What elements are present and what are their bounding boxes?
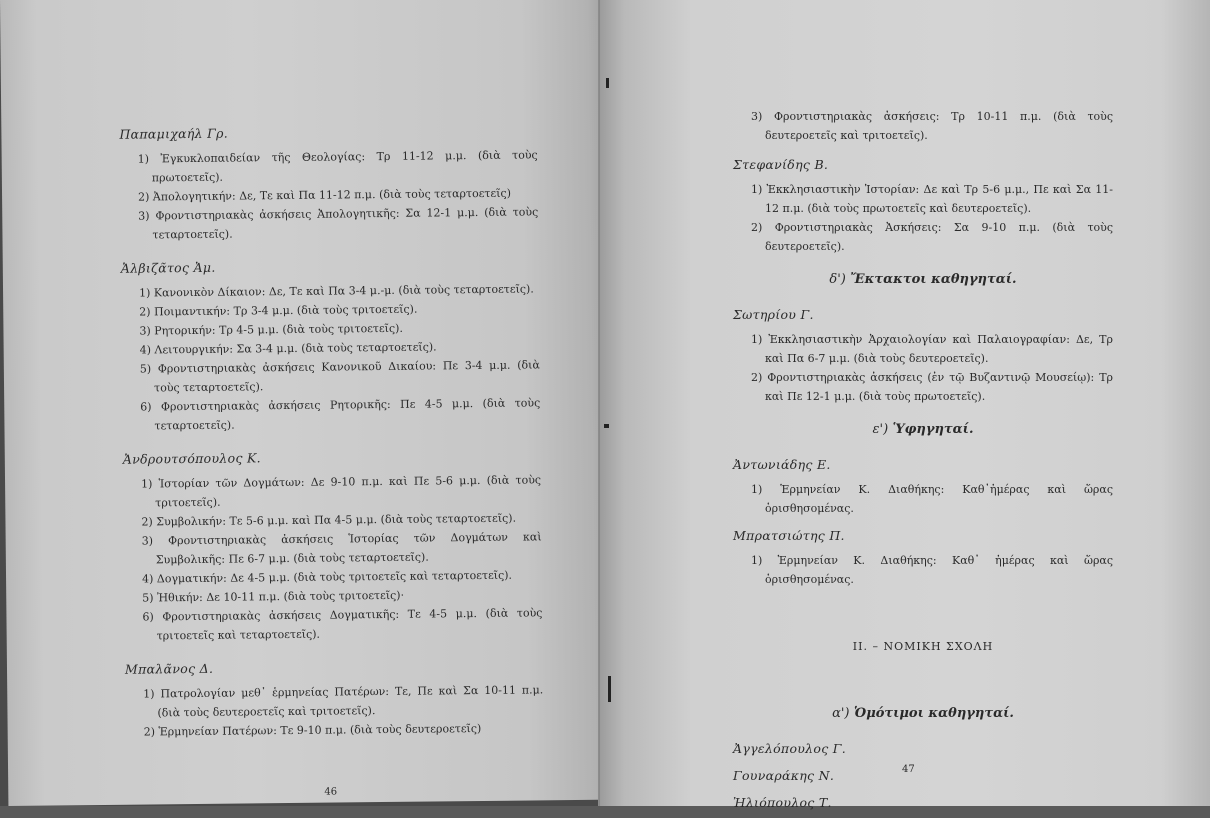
faculty-block bbox=[733, 155, 1113, 256]
section-title: Ὁμότιμοι καθηγηταί. bbox=[854, 706, 1014, 721]
professor-name: Ἠλιόπουλος Τ. bbox=[733, 795, 832, 810]
professor-name: Παπαμιχαήλ Γρ. bbox=[119, 125, 229, 142]
course-item: 3) Ρητορικήν: Τρ 4-5 μ.μ. (διὰ τοὺς τριτοετεῖς). bbox=[139, 321, 403, 338]
school-heading: II. – ΝΟΜΙΚΗ ΣΧΟΛΗ bbox=[852, 640, 994, 653]
course-item: 2) Φροντιστηριακὰς Ἀσκήσεις: Σα 9-10 π.μ. (διὰ τοὺς δευτεροετεῖς). bbox=[751, 221, 1113, 253]
faculty-block bbox=[119, 120, 538, 244]
professor-name: Ἀντωνιάδης Ε. bbox=[733, 457, 831, 472]
section-number: α') bbox=[832, 706, 850, 721]
course-item: 1) Ἱστορίαν τῶν Δογμάτων: Δε 9-10 π.μ. καὶ Πε 5-6 μ.μ. (διὰ τοὺς τριτοετεῖς). bbox=[141, 473, 542, 510]
course-item: 6) Φροντιστηριακὰς ἀσκήσεις Ρητορικῆς: Πε 4-5 μ.μ. (διὰ τοὺς τεταρτοετεῖς). bbox=[140, 396, 541, 433]
course-item: 1) Ἐγκυκλοπαιδείαν τῆς Θεολογίας: Τρ 11-12 μ.μ. (διὰ τοὺς πρωτοετεῖς). bbox=[137, 148, 538, 185]
course-item: 1) Πατρολογίαν μεθ᾽ ἑρμηνείας Πατέρων: Τε, Πε καὶ Σα 10-11 π.μ. (διὰ τοὺς δευτεροετεῖς καὶ τριτοετεῖς). bbox=[143, 683, 544, 720]
section-heading-delta bbox=[733, 270, 1113, 289]
course-item: 1) Ἑρμηνείαν Κ. Διαθήκης: Καθ᾽ἡμέρας καὶ ὥρας ὁρισθησομένας. bbox=[751, 483, 1113, 515]
faculty-block bbox=[121, 254, 541, 435]
course-item: 1) Ἑρμηνείαν Κ. Διαθήκης: Καθ᾽ ἡμέρας καὶ ὥρας ὁρισθησομένας. bbox=[751, 554, 1113, 586]
section-heading-alpha bbox=[733, 704, 1113, 723]
faculty-block bbox=[733, 305, 1113, 406]
professor-name: Γουναράκης Ν. bbox=[733, 768, 835, 783]
course-item: 1) Ἐκκλησιαστικὴν Ἀρχαιολογίαν καὶ Παλαιογραφίαν: Δε, Τρ καὶ Πα 6-7 μ.μ. (διὰ τοὺς δευτεροετεῖς). bbox=[751, 333, 1113, 365]
course-item: 2) Φροντιστηριακὰς ἀσκήσεις (ἐν τῷ Βυζαντινῷ Μουσείῳ): Τρ καὶ Πε 12-1 μ.μ. (διὰ τοὺς πρωτοετεῖς). bbox=[751, 371, 1113, 403]
course-item: 2) Συμβολικήν: Τε 5-6 μ.μ. καὶ Πα 4-5 μ.μ. (διὰ τοὺς τεταρτοετεῖς). bbox=[141, 511, 517, 529]
section-number: ε') bbox=[872, 422, 889, 437]
faculty-block bbox=[733, 526, 1113, 589]
course-item: 3) Φροντιστηριακὰς ἀσκήσεις: Τρ 10-11 π.μ. (διὰ τοὺς δευτεροετεῖς καὶ τριτοετεῖς). bbox=[751, 110, 1113, 142]
section-heading-epsilon bbox=[733, 420, 1113, 439]
right-page-content bbox=[733, 107, 1113, 818]
course-item: 5) Φροντιστηριακὰς ἀσκήσεις Κανονικοῦ Δικαίου: Πε 3-4 μ.μ. (διὰ τοὺς τεταρτοετεῖς). bbox=[139, 358, 540, 395]
faculty-block bbox=[733, 455, 1113, 518]
course-item: 2) Ἑρμηνείαν Πατέρων: Τε 9-10 π.μ. (διὰ τοὺς δευτεροετεῖς) bbox=[143, 722, 482, 739]
course-item: 6) Φροντιστηριακὰς ἀσκήσεις Δογματικῆς: Τε 4-5 μ.μ. (διὰ τοὺς τριτοετεῖς καὶ τεταρτοετεῖς). bbox=[142, 606, 543, 643]
course-item: 3) Φροντιστηριακὰς ἀσκήσεις Ἀπολογητικῆς: Σα 12-1 μ.μ. (διὰ τοὺς τεταρτοετεῖς). bbox=[138, 205, 539, 242]
course-item: 1) Ἐκκλησιαστικὴν Ἱστορίαν: Δε καὶ Τρ 5-6 μ.μ., Πε καὶ Σα 11-12 π.μ. (διὰ τοὺς πρωτοετεῖς καὶ δευτεροετεῖς). bbox=[751, 183, 1113, 215]
professor-name: Ἀγγελόπουλος Γ. bbox=[733, 741, 847, 756]
binding-mark bbox=[606, 78, 609, 88]
section-title: Ἔκτακτοι καθηγηταί. bbox=[850, 272, 1017, 287]
page-number: 46 bbox=[324, 786, 338, 798]
course-item: 2) Ἀπολογητικήν: Δε, Τε καὶ Πα 11-12 π.μ. (διὰ τοὺς τεταρτοετεῖς) bbox=[138, 186, 512, 204]
course-item: 4) Λειτουργικήν: Σα 3-4 μ.μ. (διὰ τοὺς τεταρτοετεῖς). bbox=[139, 340, 437, 357]
professor-name: Μπρατσιώτης Π. bbox=[733, 528, 845, 543]
binding-mark bbox=[604, 424, 609, 428]
binding-mark bbox=[608, 676, 611, 702]
course-item: 5) Ἠθικήν: Δε 10-11 π.μ. (διὰ τοὺς τριτοετεῖς)· bbox=[142, 588, 405, 605]
professor-name: Μπαλᾶνος Δ. bbox=[124, 660, 214, 677]
professor-name: Ἀνδρουτσόπουλος Κ. bbox=[122, 450, 261, 467]
professor-name: Ἀλβιζᾶτος Ἀμ. bbox=[120, 259, 216, 276]
section-number: δ') bbox=[829, 272, 846, 287]
professor-name: Στεφανίδης Β. bbox=[733, 157, 829, 172]
faculty-block bbox=[125, 655, 544, 741]
page-number: 47 bbox=[902, 764, 915, 775]
professor-name: Σωτηρίου Γ. bbox=[733, 307, 814, 322]
left-page-content bbox=[119, 112, 544, 741]
course-item: 4) Δογματικήν: Δε 4-5 μ.μ. (διὰ τοὺς τριτοετεῖς καὶ τεταρτοετεῖς). bbox=[142, 568, 513, 586]
faculty-block bbox=[123, 445, 543, 645]
course-item: 1) Κανονικὸν Δίκαιον: Δε, Τε καὶ Πα 3-4 μ.-μ. (διὰ τοὺς τεταρτοετεῖς). bbox=[139, 282, 534, 300]
course-item: 3) Φροντιστηριακὰς ἀσκήσεις Ἱστορίας τῶν Δογμάτων καὶ Συμβολικῆς: Πε 6-7 μ.μ. (διὰ τοὺς τεταρτοετεῖς). bbox=[141, 530, 542, 567]
course-item: 2) Ποιμαντικήν: Τρ 3-4 μ.μ. (διὰ τοὺς τριτοετεῖς). bbox=[139, 302, 418, 319]
section-title: Ὑφηγηταί. bbox=[892, 422, 974, 437]
emeriti-list bbox=[733, 739, 1113, 812]
